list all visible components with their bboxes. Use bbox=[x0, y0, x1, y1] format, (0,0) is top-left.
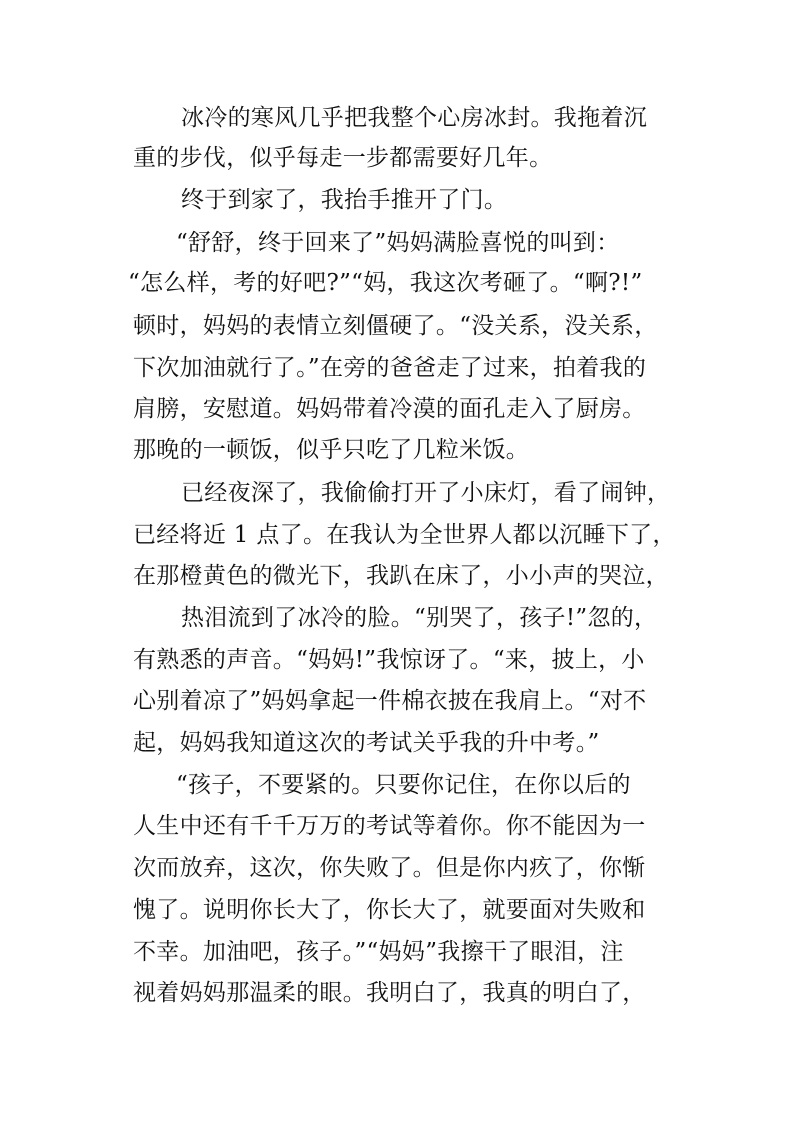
text-line: 冰冷的寒风几乎把我整个心房冰封。我拖着沉 bbox=[181, 105, 647, 131]
text-line: 热泪流到了冰冷的脸。“别哭了，孩子!”忽的， bbox=[181, 605, 658, 631]
text-line: 那晚的一顿饭，似乎只吃了几粒米饭。 bbox=[133, 437, 530, 463]
text-line: “舒舒，终于回来了”妈妈满脸喜悦的叫到： bbox=[176, 230, 620, 256]
text-line: 顿时，妈妈的表情立刻僵硬了。“没关系，没关系， bbox=[133, 313, 658, 339]
text-line: 人生中还有千千万万的考试等着你。你不能因为一 bbox=[133, 813, 646, 839]
text-line: “怎么样，考的好吧?”“妈，我这次考砸了。“啊?!” bbox=[128, 270, 643, 296]
text-line: 已经夜深了，我偷偷打开了小床灯，看了闹钟， bbox=[181, 480, 671, 506]
text-line: 重的步伐，似乎每走一步都需要好几年。 bbox=[133, 145, 553, 171]
text-line: 不幸。加油吧，孩子。”“妈妈”我擦干了眼泪，注 bbox=[133, 939, 624, 965]
text-line: 下次加油就行了。”在旁的爸爸走了过来，拍着我的 bbox=[133, 355, 647, 381]
text-line: 愧了。说明你长大了，你长大了，就要面对失败和 bbox=[133, 897, 646, 923]
text-line: 起，妈妈我知道这次的考试关乎我的升中考。” bbox=[133, 730, 600, 756]
text-line: 心别着凉了”妈妈拿起一件棉衣披在我肩上。“对不 bbox=[133, 688, 647, 714]
text-line: 肩膀，安慰道。妈妈带着冷漠的面孔走入了厨房。 bbox=[133, 396, 646, 422]
text-line: 终于到家了，我抬手推开了门。 bbox=[181, 187, 508, 213]
text-line: 在那橙黄色的微光下，我趴在床了，小小声的哭泣， bbox=[133, 563, 669, 589]
text-line: “孩子，不要紧的。只要你记住，在你以后的 bbox=[176, 772, 631, 798]
text-line: 视着妈妈那温柔的眼。我明白了，我真的明白了， bbox=[133, 980, 646, 1006]
text-line: 有熟悉的声音。“妈妈!”我惊讶了。“来，披上，小 bbox=[133, 647, 645, 673]
text-line: 次而放弃，这次，你失败了。但是你内疚了，你惭 bbox=[133, 855, 646, 881]
text-line: 已经将近 1 点了。在我认为全世界人都以沉睡下了， bbox=[133, 522, 676, 548]
